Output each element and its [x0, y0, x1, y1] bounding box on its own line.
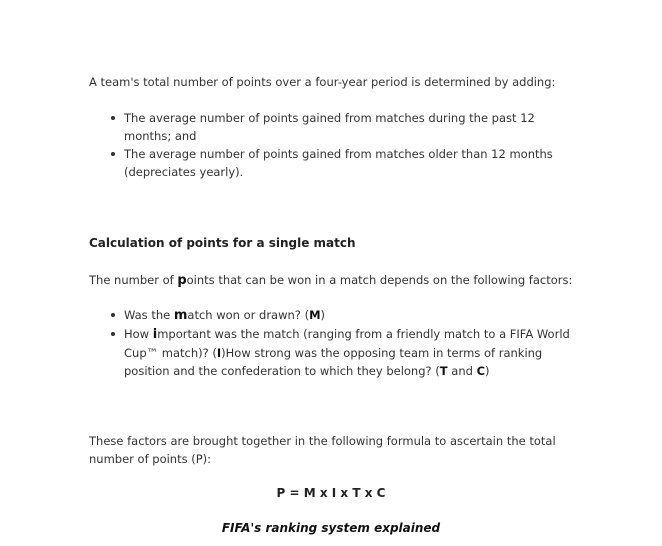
figure-caption: FIFA's ranking system explained — [221, 521, 441, 535]
factors-intro-text: The number of points that can be won in a match depends on the following factors: — [89, 273, 573, 288]
section-heading: Calculation of points for a single match — [89, 236, 356, 250]
list-item: Was the match won or drawn? (M) — [106, 306, 576, 325]
points-period-list — [106, 109, 576, 181]
formula-intro-text: These factors are brought together in the following formula to ascertain the total number of points (P): — [89, 434, 556, 466]
list-item: The average number of points gained from matches older than 12 months (depreciates yearly). — [106, 145, 576, 181]
list-item: The average number of points gained from matches during the past 12 months; and — [106, 109, 576, 145]
points-formula: P = M x I x T x C — [276, 486, 386, 500]
intro-text: A team's total number of points over a four-year period is determined by adding: — [89, 75, 556, 89]
factors-list — [106, 306, 576, 380]
list-item: How important was the match (ranging from a friendly match to a FIFA World Cup™ match)? (I)How strong was the opposing team in terms of ranking position and the confederation to which they belong? (T and C) — [106, 325, 576, 380]
